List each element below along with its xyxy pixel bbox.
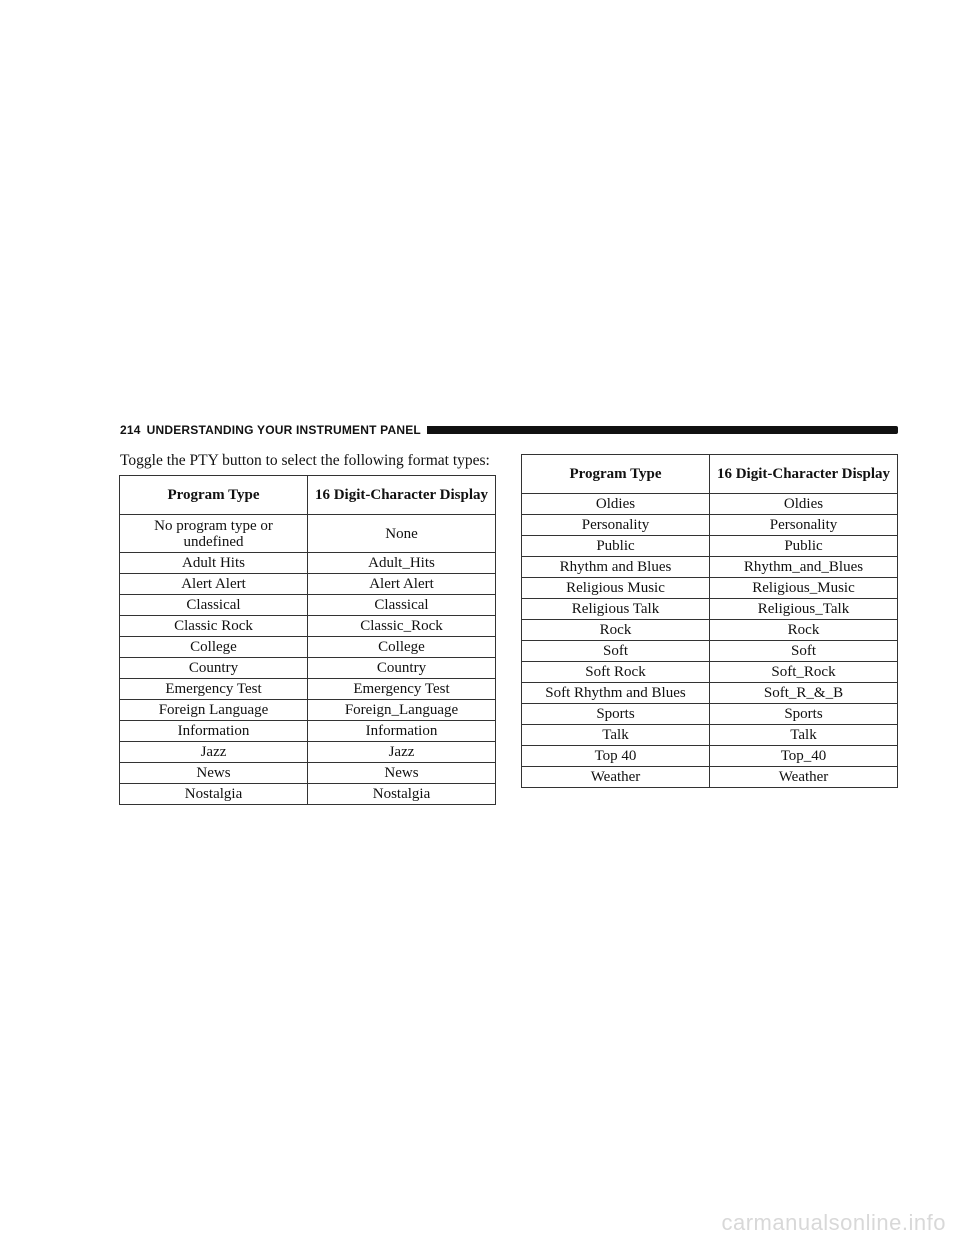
program-type-cell: Emergency Test — [120, 679, 308, 700]
program-type-cell: Soft — [522, 641, 710, 662]
page-header — [120, 422, 898, 438]
table-row — [522, 536, 898, 557]
display-cell: Religious_Talk — [710, 599, 898, 620]
program-type-cell: Public — [522, 536, 710, 557]
table-row — [522, 557, 898, 578]
display-cell: Adult_Hits — [308, 553, 496, 574]
program-type-cell: Nostalgia — [120, 784, 308, 805]
program-type-cell: Personality — [522, 515, 710, 536]
section-title: UNDERSTANDING YOUR INSTRUMENT PANEL — [146, 423, 421, 437]
page-number: 214 — [120, 423, 141, 437]
table-row — [522, 494, 898, 515]
table-row — [120, 679, 496, 700]
program-type-cell: Alert Alert — [120, 574, 308, 595]
display-cell: Nostalgia — [308, 784, 496, 805]
display-cell: Jazz — [308, 742, 496, 763]
display-cell: Foreign_Language — [308, 700, 496, 721]
display-cell: Personality — [710, 515, 898, 536]
pty-table-right — [521, 454, 898, 788]
header-rule — [427, 426, 898, 434]
program-type-cell: Rhythm and Blues — [522, 557, 710, 578]
pty-table-left — [119, 475, 496, 805]
display-cell: Weather — [710, 767, 898, 788]
display-cell: Rock — [710, 620, 898, 641]
table-row — [120, 515, 496, 553]
table-row — [120, 637, 496, 658]
program-type-cell: Rock — [522, 620, 710, 641]
program-type-cell: Top 40 — [522, 746, 710, 767]
table-row — [120, 763, 496, 784]
program-type-cell: News — [120, 763, 308, 784]
program-type-cell: Information — [120, 721, 308, 742]
table-row — [522, 767, 898, 788]
column-header-display: 16 Digit-Character Display — [308, 476, 496, 515]
program-type-cell: Sports — [522, 704, 710, 725]
pty-table-right-body — [522, 494, 898, 788]
display-cell: Soft_R_&_B — [710, 683, 898, 704]
program-type-cell: Religious Talk — [522, 599, 710, 620]
column-header-display: 16 Digit-Character Display — [710, 455, 898, 494]
program-type-cell: No program type or undefined — [120, 515, 308, 553]
table-row — [522, 746, 898, 767]
table-header-row — [120, 476, 496, 515]
display-cell: Classical — [308, 595, 496, 616]
program-type-cell: College — [120, 637, 308, 658]
table-header-row — [522, 455, 898, 494]
table-row — [522, 683, 898, 704]
display-cell: None — [308, 515, 496, 553]
table-row — [120, 742, 496, 763]
display-cell: Classic_Rock — [308, 616, 496, 637]
program-type-cell: Classical — [120, 595, 308, 616]
table-row — [522, 620, 898, 641]
display-cell: College — [308, 637, 496, 658]
table-row — [522, 578, 898, 599]
table-row — [120, 553, 496, 574]
display-cell: Sports — [710, 704, 898, 725]
column-header-program-type: Program Type — [120, 476, 308, 515]
program-type-cell: Adult Hits — [120, 553, 308, 574]
table-row — [120, 595, 496, 616]
display-cell: Country — [308, 658, 496, 679]
table-row — [120, 721, 496, 742]
table-row — [522, 599, 898, 620]
program-type-cell: Weather — [522, 767, 710, 788]
program-type-cell: Talk — [522, 725, 710, 746]
table-row — [522, 641, 898, 662]
display-cell: Oldies — [710, 494, 898, 515]
display-cell: Rhythm_and_Blues — [710, 557, 898, 578]
intro-text: Toggle the PTY button to select the following format types: — [120, 452, 490, 469]
display-cell: Information — [308, 721, 496, 742]
program-type-cell: Religious Music — [522, 578, 710, 599]
program-type-cell: Jazz — [120, 742, 308, 763]
program-type-cell: Foreign Language — [120, 700, 308, 721]
pty-table-left-body — [120, 515, 496, 805]
program-type-cell: Soft Rhythm and Blues — [522, 683, 710, 704]
column-header-program-type: Program Type — [522, 455, 710, 494]
table-row — [120, 784, 496, 805]
display-cell: Religious_Music — [710, 578, 898, 599]
display-cell: Talk — [710, 725, 898, 746]
table-row — [522, 662, 898, 683]
watermark-text: carmanualsonline.info — [721, 1210, 946, 1235]
display-cell: Emergency Test — [308, 679, 496, 700]
display-cell: News — [308, 763, 496, 784]
table-row — [522, 725, 898, 746]
table-row — [120, 616, 496, 637]
program-type-cell: Classic Rock — [120, 616, 308, 637]
table-row — [522, 515, 898, 536]
display-cell: Alert Alert — [308, 574, 496, 595]
display-cell: Soft_Rock — [710, 662, 898, 683]
display-cell: Soft — [710, 641, 898, 662]
table-row — [120, 574, 496, 595]
table-row — [120, 700, 496, 721]
display-cell: Top_40 — [710, 746, 898, 767]
program-type-cell: Oldies — [522, 494, 710, 515]
table-row — [120, 658, 496, 679]
program-type-cell: Soft Rock — [522, 662, 710, 683]
display-cell: Public — [710, 536, 898, 557]
table-row — [522, 704, 898, 725]
program-type-cell: Country — [120, 658, 308, 679]
